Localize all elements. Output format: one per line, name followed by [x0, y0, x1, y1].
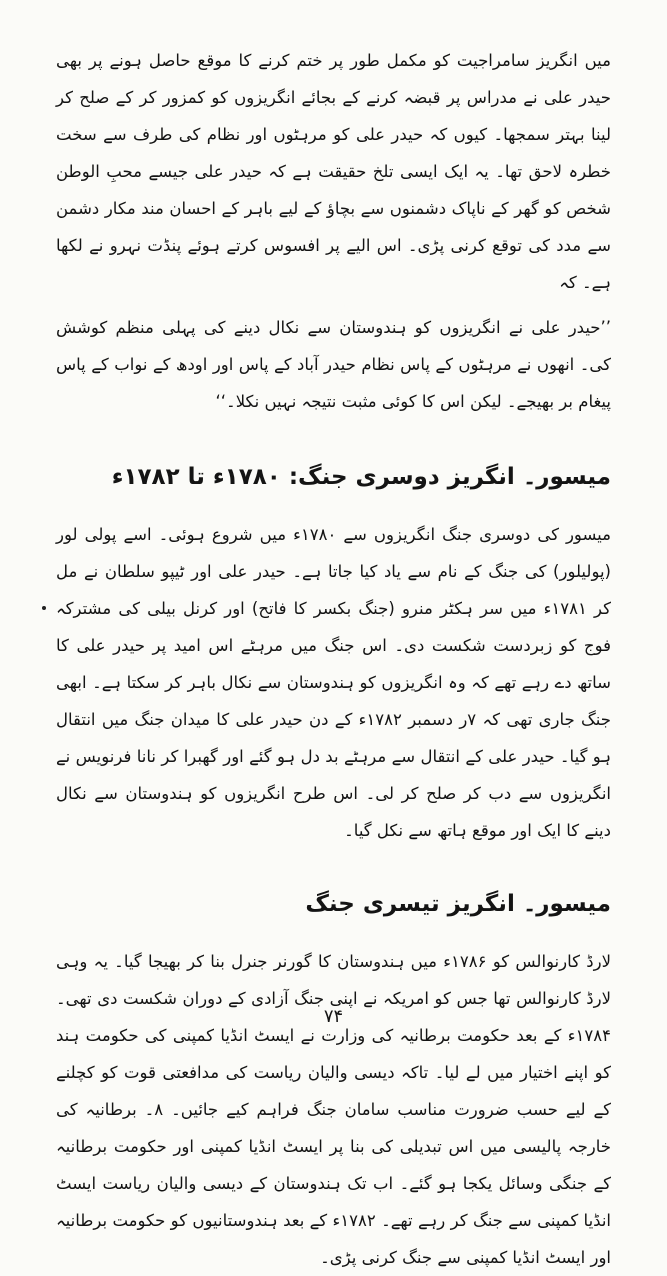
paragraph-second-war: میسور کی دوسری جنگ انگریزوں سے ۱۷۸۰ء میں شروع ہوئی۔ اسے پولی لور (پولیلور) کی جنگ کے نام سے یاد کیا جاتا ہے۔ حیدر علی اور ٹیپو سلطان نے مل کر ۱۷۸۱ء میں سر ہکٹر منرو (جنگ بکسر کا فاتح) اور کرنل بیلی کی مشترکہ فوج کو زبردست شکست دی۔ اس جنگ میں مرہٹے اس امید پر حیدر علی کا ساتھ دے رہے تھے کہ وہ انگریزوں کو ہندوستان سے نکال باہر کر سکتا ہے۔ ابھی جنگ جاری تھی کہ ۷ر دسمبر ۱۷۸۲ء کے دن حیدر علی کا میدان جنگ میں انتقال ہو گیا۔ حیدر علی کے انتقال سے مرہٹے بد دل ہو گئے اور گھبرا کر نانا فرنویس نے انگریزوں سے دب کر صلح کر لی۔ اس طرح انگریزوں کو ہندوستان سے نکال دینے کا ایک اور موقع ہاتھ سے نکل گیا۔: [56, 525, 611, 840]
stray-ink-dot: [42, 606, 46, 610]
section-heading-second-war: میسور۔ انگریز دوسری جنگ: ۱۷۸۰ء تا ۱۷۸۲ء: [111, 464, 611, 490]
nehru-quotation: ’’حیدر علی نے انگریزوں کو ہندوستان سے نکال دینے کی پہلی منظم کوشش کی۔ انھوں نے مرہٹوں کے پاس نظام حیدر آباد کے پاس اور اودھ کے نواب کے پاس پیغام بر بھیجے۔ لیکن اس کا کوئی مثبت نتیجہ نہیں نکلا۔‘‘: [56, 318, 611, 411]
section-heading-third-war: میسور۔ انگریز تیسری جنگ: [305, 891, 611, 917]
paragraph-intro: میں انگریز سامراجیت کو مکمل طور پر ختم کرنے کا موقع حاصل ہونے پر بھی حیدر علی نے مدراس پر قبضہ کرنے کے بجائے انگریزوں کو کمزور کر کے صلح کر لینا بہتر سمجھا۔ کیوں کہ حیدر علی کو مرہٹوں اور نظام کی طرف سے سخت خطرہ لاحق تھا۔ یہ ایک ایسی تلخ حقیقت ہے کہ حیدر علی جیسے محبِ الوطن شخص کو گھر کے ناپاک دشمنوں سے بچاؤ کے لیے باہر کے احسان مند مکار دشمن سے مدد کی توقع کرنی پڑی۔ اس الیے پر افسوس کرتے ہوئے پنڈت نہرو نے لکھا ہے۔ کہ: [56, 51, 611, 292]
page-number: ۷۴: [323, 1006, 344, 1027]
paragraph-third-war: لارڈ کارنوالس کو ۱۷۸۶ء میں ہندوستان کا گورنر جنرل بنا کر بھیجا گیا۔ یہ وہی لارڈ کارنوالس تھا جس کو امریکہ نے اپنی جنگ آزادی کے دوران شکست دی تھی۔ ۱۷۸۴ء کے بعد حکومت برطانیہ کی وزارت نے ایسٹ انڈیا کمپنی کی حکومت ہند کو اپنے اختیار میں لے لیا۔ تاکہ دیسی والیان ریاست کی مدافعتی قوت کو کچلنے کے لیے حسب ضرورت مناسب سامان جنگ فراہم کیے جائیں۔ ۸۔ برطانیہ کی خارجہ پالیسی میں اس تبدیلی کی بنا پر ایسٹ انڈیا کمپنی اور حکومت برطانیہ کے جنگی وسائل یکجا ہو گئے۔ اب تک ہندوستان کے دیسی والیان ریاست ایسٹ انڈیا کمپنی سے جنگ کر رہے تھے۔ ۱۷۸۲ء کے بعد ہندوستانیوں کو حکومت برطانیہ اور ایسٹ انڈیا کمپنی سے جنگ کرنی پڑی۔: [56, 952, 611, 1267]
